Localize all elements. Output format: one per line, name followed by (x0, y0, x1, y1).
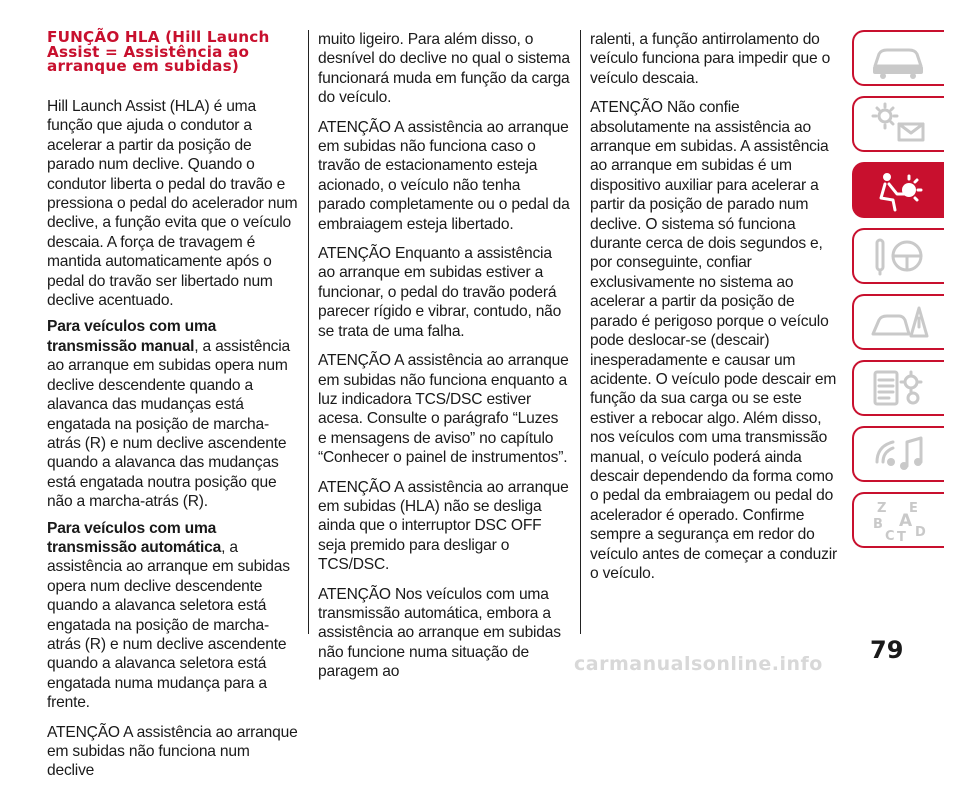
index-letter-b: B (873, 517, 883, 532)
key-steering-wheel-icon (869, 234, 929, 278)
tab-knowing-your-car[interactable] (852, 30, 944, 86)
manual-transmission-heading: Para veículos com uma transmissão manual (47, 318, 217, 355)
tab-index[interactable] (852, 492, 944, 548)
text-column-3 (590, 30, 842, 593)
page-number: 79 (870, 636, 904, 664)
warning-1-end: muito ligeiro. Para além disso, o desnível do declive no qual o sistema funcionará muda em função da carga do veículo. (318, 31, 570, 107)
index-letters-icon (869, 498, 929, 542)
warning-7: ATENÇÃO Não confie absolutamente na assistência ao arranque em subidas. A assistência ao arranque em subidas é um dispositivo auxiliar para acelerar a partir da posição de parado num declive. O sistema só funciona durante cerca de dois segundos e, por conseguinte, confiar exclusivamente no sistema ao acelerar a partir da posição de parado é perigoso porque o veículo pode deslocar-se (descair) inesperadamente e causar um acidente. O veículo pode descair em função da sua carga ou se este estiver a rebocar algo. Além disso, nos veículos com uma transmissão manual, o veículo poderá ainda descair dependendo da forma como o pedal da embraiagem ou pedal do acelerador é operado. Confirme sempre a segurança em redor do veículo antes de começar a conduzir o veículo. (590, 99, 837, 582)
automatic-transmission-text: , a assistência ao arranque em subidas opera num declive descendente quando a alavanca seletora está engatada na posição de marcha-atrás (R) e num declive ascendente quando a alavanca seletora está engatada numa mudança para a frente. (47, 538, 290, 712)
car-dashboard-icon (869, 36, 929, 80)
index-letter-t: T (897, 530, 906, 542)
text-column-2 (318, 30, 570, 692)
hla-intro-paragraph: Hill Launch Assist (HLA) é uma função que ajuda o condutor a acelerar a partir da posição de parado num declive. Quando o condutor liberta o pedal do travão e pressiona o pedal do acelerador num declive, a função evita que o veículo descaia. A força de travagem é mantida automaticamente após o pedal do travão ser libertado num declive acentuado. (47, 98, 298, 310)
index-letter-c: C (885, 529, 895, 542)
column-divider-2 (580, 30, 581, 634)
tab-multimedia[interactable] (852, 426, 944, 482)
warning-6-start: ATENÇÃO Nos veículos com uma transmissão automática, embora a assistência ao arranque em subidas não funcione numa situação de paragem ao (318, 585, 561, 681)
tab-starting-driving[interactable] (852, 228, 944, 284)
manual-transmission-paragraph (47, 317, 299, 511)
index-letter-d: D (915, 525, 926, 540)
airbag-seat-icon (869, 168, 929, 212)
warning-lights-icon (869, 102, 929, 146)
warning-5: ATENÇÃO A assistência ao arranque em subidas (HLA) não se desliga ainda que o interruptor DSC OFF seja premido para desligar o TCS/DSC. (318, 478, 569, 574)
section-title: FUNÇÃO HLA (Hill Launch Assist = Assistência ao arranque em subidas) (47, 28, 270, 75)
index-letter-e: E (909, 501, 918, 516)
tab-safety[interactable] (852, 162, 944, 218)
manual-transmission-text: , a assistência ao arranque em subidas opera num declive descendente quando a alavanca das mudanças está engatada na posição de marcha-atrás (R) e num declive ascendente quando a alavanca das mudanças está engatada noutra posição que não a marcha-atrás (R). (47, 337, 291, 511)
text-column-1 (47, 97, 299, 791)
breakdown-warning-icon (869, 300, 929, 344)
column-divider-1 (308, 30, 309, 634)
chapter-tabs (852, 30, 944, 558)
watermark: carmanualsonline.info (574, 653, 823, 675)
index-letter-a: A (899, 511, 913, 531)
tab-maintenance[interactable] (852, 360, 944, 416)
warning-6-end: ralenti, a função antirrolamento do veículo funciona para impedir que o veículo descaia. (590, 31, 831, 87)
warning-1-start: ATENÇÃO A assistência ao arranque em subidas não funciona num declive (47, 723, 298, 780)
maintenance-gears-icon (869, 366, 929, 410)
warning-4: ATENÇÃO A assistência ao arranque em subidas não funciona enquanto a luz indicadora TCS/DSC estiver acesa. Consulte o parágrafo “Luzes e mensagens de aviso” no capítulo “Conhecer o painel de instrumentos”. (318, 352, 569, 467)
index-letter-z: Z (877, 501, 887, 516)
warning-3: ATENÇÃO Enquanto a assistência ao arranque em subidas estiver a funcionar, o pedal do travão poderá parecer rígido e vibrar, contudo, não se trata de uma falha. (318, 245, 562, 340)
tab-warning-lights[interactable] (852, 96, 944, 152)
automatic-transmission-heading: Para veículos com uma transmissão automática (47, 519, 222, 556)
tab-emergency[interactable] (852, 294, 944, 350)
multimedia-icon (869, 432, 929, 476)
warning-2: ATENÇÃO A assistência ao arranque em subidas não funciona caso o travão de estacionamento esteja acionado, o veículo não tenha parado completamente ou o pedal da embraiagem esteja libertado. (318, 118, 570, 233)
automatic-transmission-paragraph (47, 519, 299, 713)
